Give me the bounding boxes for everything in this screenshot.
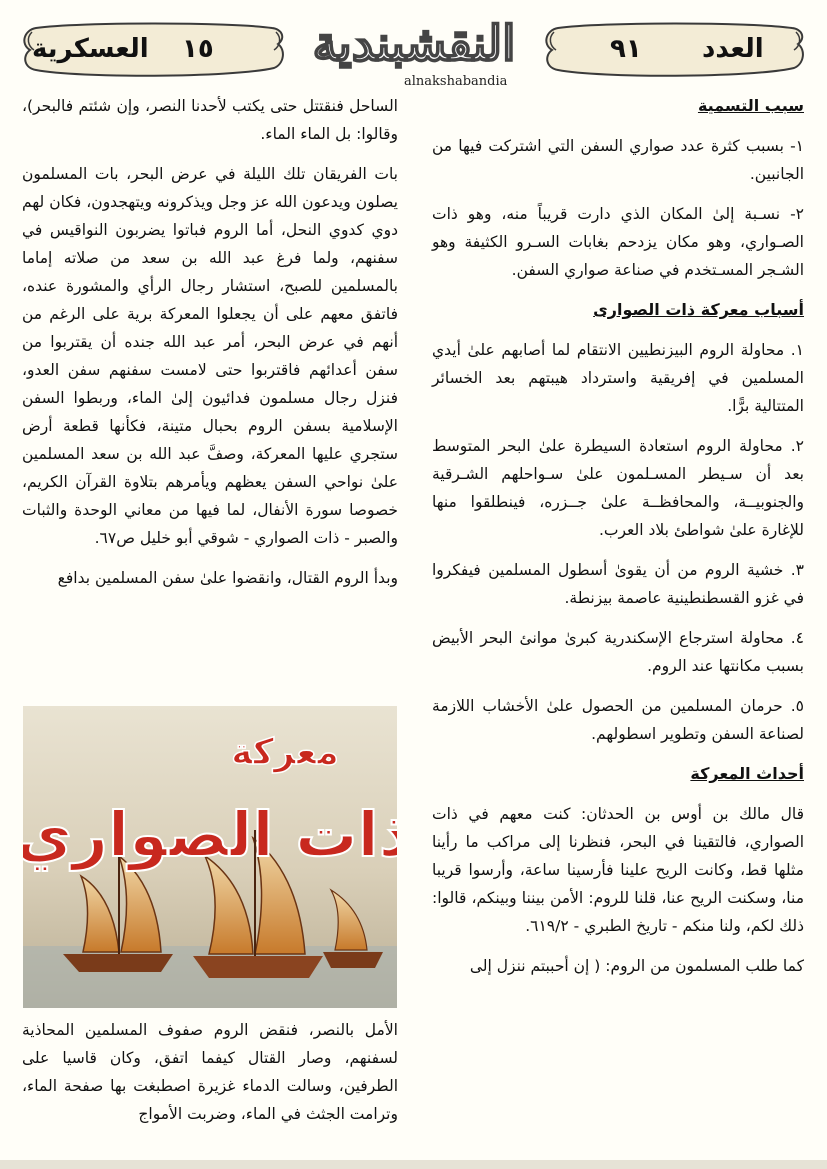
poster-title-line-2: ذات الصواري: [23, 798, 397, 871]
issue-number: ٩١: [610, 34, 642, 64]
naming-reason-1: ١- بسبب كثرة عدد صواري السفن التي اشتركت فيها من الجانبين.: [432, 137, 804, 183]
left-paragraph-3: وبدأ الروم القتال، وانقضوا علىٰ سفن المسلمين بدافع: [57, 569, 398, 587]
scroll-ribbon-icon: [540, 20, 810, 86]
left-column: [22, 92, 398, 592]
battle-poster: [23, 706, 397, 1008]
naming-reason-2: ٢- نسـبة إلىٰ المكان الذي دارت قريباً منه، وهو ذات الصـواري، وهو مكان يزدحم بغابات السـرو الكثيفة وهو الشـجر المسـتخدم في صناعة صواري السفن.: [432, 205, 804, 279]
cause-1: ١. محاولة الروم البيزنطيين الانتقام لما أصابهم علىٰ أيدي المسلمين في إفريقية واسترداد هيبتهم بعد الخسائر المتتالية برًّا.: [432, 341, 804, 415]
left-paragraph-1: الساحل فنقتتل حتى يكتب لأحدنا النصر، وإن شئتم فالبحر)، وقالوا: بل الماء الماء.: [22, 97, 398, 143]
naming-heading: سبب التسمية: [697, 96, 804, 115]
cause-4: ٤. محاولة استرجاع الإسكندرية كبرىٰ موانئ البحر الأبيض بسبب مكانتها عند الروم.: [432, 629, 804, 675]
page-bottom-edge: [0, 1160, 827, 1169]
events-paragraph-2: كما طلب المسلمون من الروم: ( إن أحببتم ننزل إلى: [469, 957, 804, 975]
section-name: العسكرية: [32, 34, 149, 64]
poster-title-line-1: معركة: [231, 732, 339, 773]
issue-label: العدد: [702, 34, 764, 64]
cause-3: ٣. خشية الروم من أن يقوىٰ أسطول المسلمين فيفكروا في غزو القسطنطينية عاصمة بيزنطة.: [432, 561, 804, 607]
left-paragraph-2: بات الفريقان تلك الليلة في عرض البحر، بات المسلمون يصلون ويدعون الله عز وجل ويذكرونه ويتهجدون، فكان لهم دوي كدوي النحل، أما الروم فباتوا يضربون النواقيس في سفنهم، ولما فرغ عبد الله بن سعد من صلاته إماما بالمسلمين للصبح، استشار رجال الرأي والمشورة عنده، فاتفق معهم على أن يجعلوا المعركة برية على الرغم من أنهم في عرض البحر، أمر عبد الله جنده أن يقتربوا من سفن أعدائهم فاقتربوا حتى لامست سفنهم سفن العدو، فنزل رجال مسلمون فدائيون إلىٰ الماء، وربطوا السفن الإسلامية بسفن الروم بحبال متينة، فكأنها قطعة أرض ستجري عليها المعركة، وصفَّ عبد الله بن سعد المسلمين علىٰ نواحي السفن يعظهم ويأمرهم بتلاوة القرآن الكريم، خصوصا سورة الأنفال، لما فيها من معاني الوحدة والثبات والصبر - ذات الصواري - شوقي أبو خليل ص٦٧.: [22, 165, 398, 547]
issue-banner: [540, 20, 810, 86]
magazine-name-latin: alnakshabandia: [404, 74, 508, 89]
page-number: ١٥: [182, 34, 214, 64]
causes-heading: أسباب معركة ذات الصوارى: [593, 300, 804, 319]
section-banner: [18, 20, 290, 86]
magazine-name: النقشبندية: [312, 16, 516, 72]
cause-2: ٢. محاولة الروم استعادة السيطرة علىٰ البحر المتوسط بعد أن سـيطر المسـلمون علىٰ سـواحلهم الشـرقية والجنوبيــة، والمحافظــة علىٰ جــزره، فينطلقوا منها للإغارة علىٰ شواطئ بلاد العرب.: [432, 437, 804, 539]
events-paragraph-1: قال مالك بن أوس بن الحدثان: كنت معهم في ذات الصواري، فالتقينا في البحر، فنظرنا إلى مراكب ما رأينا مثلها قط، وكانت الريح علينا فأرسينا ساعة، وأرسوا قريبا منا، وسكنت الريح عنا، قلنا للروم: الأمن بيننا وبينكم، قالوا: ذلك لكم، ولنا منكم - تاريخ الطبري - ٦١٩/٢.: [432, 805, 804, 935]
right-column: [432, 92, 804, 980]
left-paragraph-4: الأمل بالنصر، فنقض الروم صفوف المسلمين المحاذية لسفنهم، وصار القتال كيفما اتفق، وكان قاسيا على الطرفين، وسالت الدماء غزيرة اصطبغت بها صفحة الماء، وترامت الجثث في الماء، وضربت الأمواج: [22, 1021, 398, 1123]
cause-5: ٥. حرمان المسلمين من الحصول علىٰ الأخشاب اللازمة لصناعة السفن وتطوير اسطولهم.: [432, 697, 804, 743]
magazine-logo: [296, 14, 532, 94]
events-heading: أحداث المعركة: [690, 764, 804, 783]
poster-image: [23, 706, 397, 1008]
left-column-continued: [22, 1016, 398, 1128]
